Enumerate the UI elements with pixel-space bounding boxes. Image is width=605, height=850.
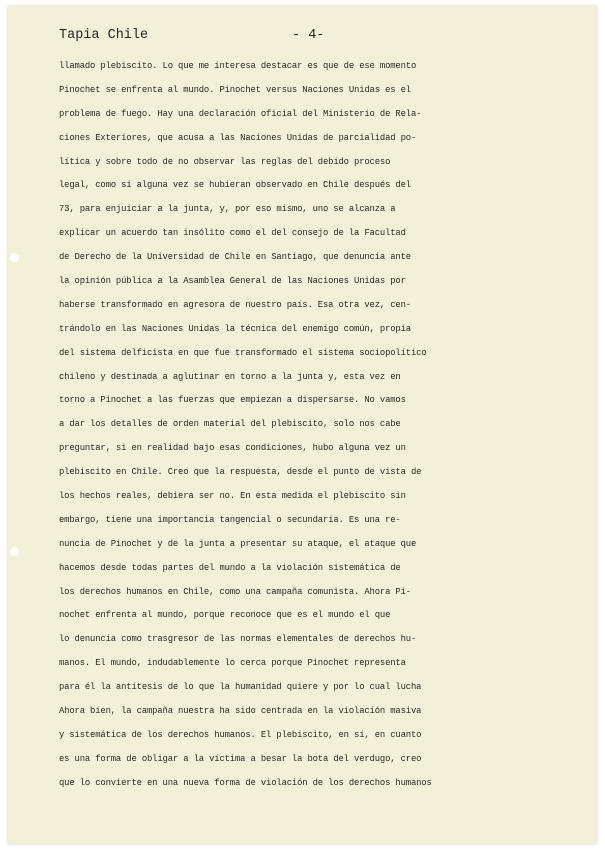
- text-line: 73, para enjuiciar a la junta, y, por eso mismo, uno se alcanza a: [59, 204, 396, 215]
- text-line: nuncia de Pinochet y de la junta a presentar su ataque, el ataque que: [59, 538, 417, 549]
- text-line: a dar los detalles de orden material del plebiscito, solo nos cabe: [59, 419, 401, 430]
- text-line: ciones Exteriores, que acusa a las Naciones Unidas de parcialidad po-: [59, 132, 417, 143]
- text-line: explicar un acuerdo tan insólito como el del consejo de la Facultad: [59, 228, 406, 239]
- header-author: Tapia Chile: [59, 28, 149, 43]
- text-line: plebiscito en Chile. Creo que la respuesta, desde el punto de vista de: [59, 467, 422, 478]
- typewritten-page: [8, 6, 597, 844]
- text-line: nochet enfrenta al mundo, porque reconoce que es el mundo el que: [59, 610, 391, 621]
- text-line: la opinión pública a la Asamblea General de las Naciones Unidas por: [59, 276, 406, 287]
- text-line: los derechos humanos en Chile, como una campaña comunista. Ahora Pi-: [59, 586, 411, 597]
- text-line: Pinochet se enfrenta al mundo. Pinochet versus Naciones Unidas es el: [59, 84, 411, 95]
- text-line: legal, como si alguna vez se hubieran observado en Chile después del: [59, 180, 411, 191]
- text-line: embargo, tiene una importancia tangencial o secundaria. Es una re-: [59, 514, 401, 525]
- body-text: [59, 55, 589, 796]
- text-line: trándolo en las Naciones Unidas la técnica del enemigo común, propia: [59, 323, 411, 334]
- text-line: que lo convierte en una nueva forma de violación de los derechos humanos: [59, 777, 432, 788]
- text-line: haberse transformado en agresora de nuestro país. Esa otra vez, cen-: [59, 299, 411, 310]
- text-line: lítica y sobre todo de no observar las reglas del debido proceso: [59, 156, 391, 167]
- text-line: hacemos desde todas partes del mundo a la violación sistemática de: [59, 562, 401, 573]
- text-line: chileno y destinada a aglutinar en torno a la junta y, esta vez en: [59, 371, 401, 382]
- text-line: Ahora bien, la campaña nuestra ha sido centrada en la violación masiva: [59, 706, 422, 717]
- text-line: problema de fuego. Hay una declaración oficial del Ministerio de Rela-: [59, 108, 422, 119]
- text-line: preguntar, si en realidad bajo esas condiciones, hubo alguna vez un: [59, 443, 406, 454]
- text-line: de Derecho de la Universidad de Chile en Santiago, que denuncia ante: [59, 252, 411, 263]
- text-line: manos. El mundo, indudablemente lo cerca porque Pinochet representa: [59, 658, 406, 669]
- text-line: para él la antítesis de lo que la humanidad quiere y por lo cual lucha: [59, 682, 422, 693]
- text-line: los hechos reales, debiera ser no. En esta medida el plebiscito sin: [59, 491, 406, 502]
- text-line: del sistema delficista en que fue transformado el sistema sociopolítico: [59, 347, 427, 358]
- text-line: y sistemática de los derechos humanos. El plebiscito, en sí, en cuanto: [59, 729, 422, 740]
- punch-hole: [10, 547, 19, 556]
- page-header: [59, 28, 579, 44]
- page-number: - 4-: [292, 28, 325, 43]
- punch-hole: [10, 253, 19, 262]
- text-line: llamado plebiscito. Lo que me interesa destacar es que de ese momento: [59, 61, 417, 71]
- text-line: lo denuncia como trasgresor de las normas elementales de derechos hu-: [59, 634, 417, 645]
- text-line: torno a Pinochet a las fuerzas que empiezan a dispersarse. No vamos: [59, 395, 406, 406]
- text-line: es una forma de obligar a la víctima a besar la bota del verdugo, creo: [59, 753, 422, 764]
